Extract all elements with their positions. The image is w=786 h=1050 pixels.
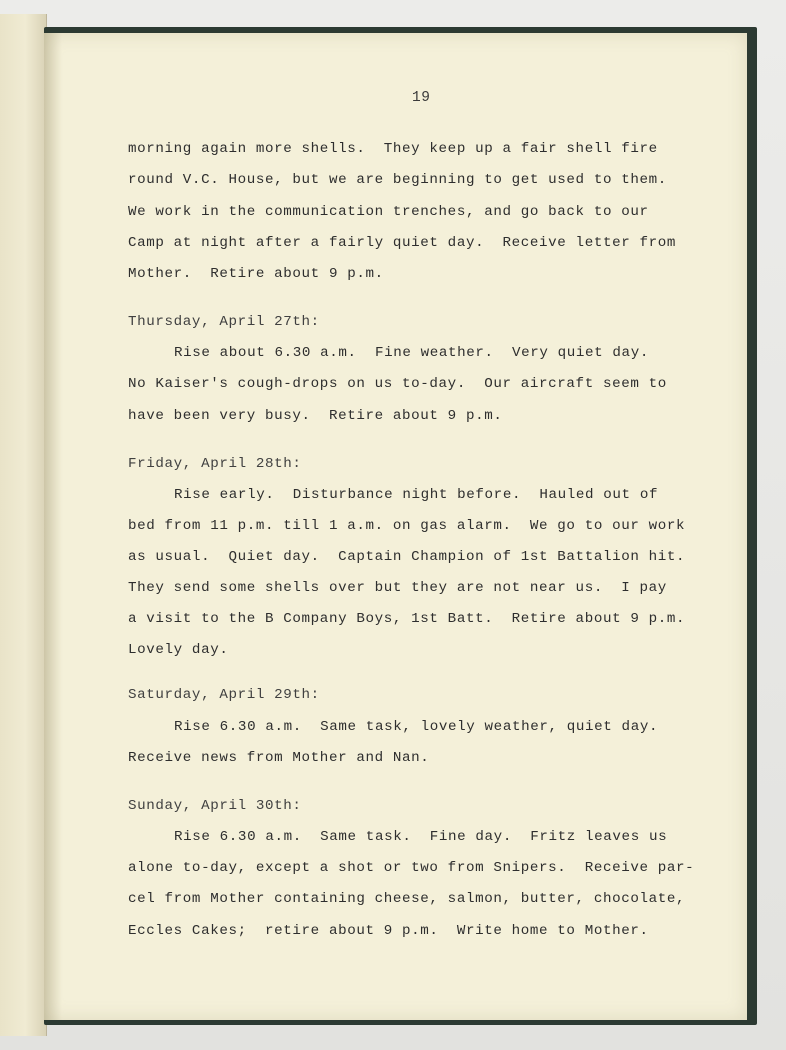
text-line: No Kaiser's cough-drops on us to-day. Our aircraft seem to (128, 376, 667, 392)
text-line: round V.C. House, but we are beginning to get used to them. (128, 172, 667, 188)
text-line: Rise 6.30 a.m. Same task. Fine day. Fritz leaves us (174, 829, 668, 845)
text-line: We work in the communication trenches, and go back to our (128, 204, 649, 220)
text-line: Rise 6.30 a.m. Same task, lovely weather, quiet day. (174, 719, 659, 735)
entry-heading: Thursday, April 27th: (128, 314, 320, 330)
entry-heading: Saturday, April 29th: (128, 687, 320, 703)
text-line: as usual. Quiet day. Captain Champion of 1st Battalion hit. (128, 549, 686, 565)
text-line: Receive news from Mother and Nan. (128, 750, 430, 766)
text-line: Lovely day. (128, 642, 229, 658)
entry-heading: Sunday, April 30th: (128, 798, 302, 814)
gutter-shadow (44, 33, 62, 1020)
text-line: morning again more shells. They keep up a fair shell fire (128, 141, 658, 157)
entry-heading: Friday, April 28th: (128, 456, 302, 472)
text-line: Camp at night after a fairly quiet day. Receive letter from (128, 235, 677, 251)
text-line: Rise about 6.30 a.m. Fine weather. Very quiet day. (174, 345, 649, 361)
text-line: alone to-day, except a shot or two from Snipers. Receive par- (128, 860, 695, 876)
left-page-edge (0, 14, 47, 1036)
text-line: They send some shells over but they are not near us. I pay (128, 580, 667, 596)
text-line: Eccles Cakes; retire about 9 p.m. Write home to Mother. (128, 923, 649, 939)
text-line: cel from Mother containing cheese, salmon, butter, chocolate, (128, 891, 686, 907)
page-number: 19 (412, 90, 431, 106)
text-line: Mother. Retire about 9 p.m. (128, 266, 384, 282)
text-line: bed from 11 p.m. till 1 a.m. on gas alarm. We go to our work (128, 518, 686, 534)
text-line: a visit to the B Company Boys, 1st Batt. Retire about 9 p.m. (128, 611, 686, 627)
text-line: Rise early. Disturbance night before. Hauled out of (174, 487, 659, 503)
text-line: have been very busy. Retire about 9 p.m. (128, 408, 503, 424)
